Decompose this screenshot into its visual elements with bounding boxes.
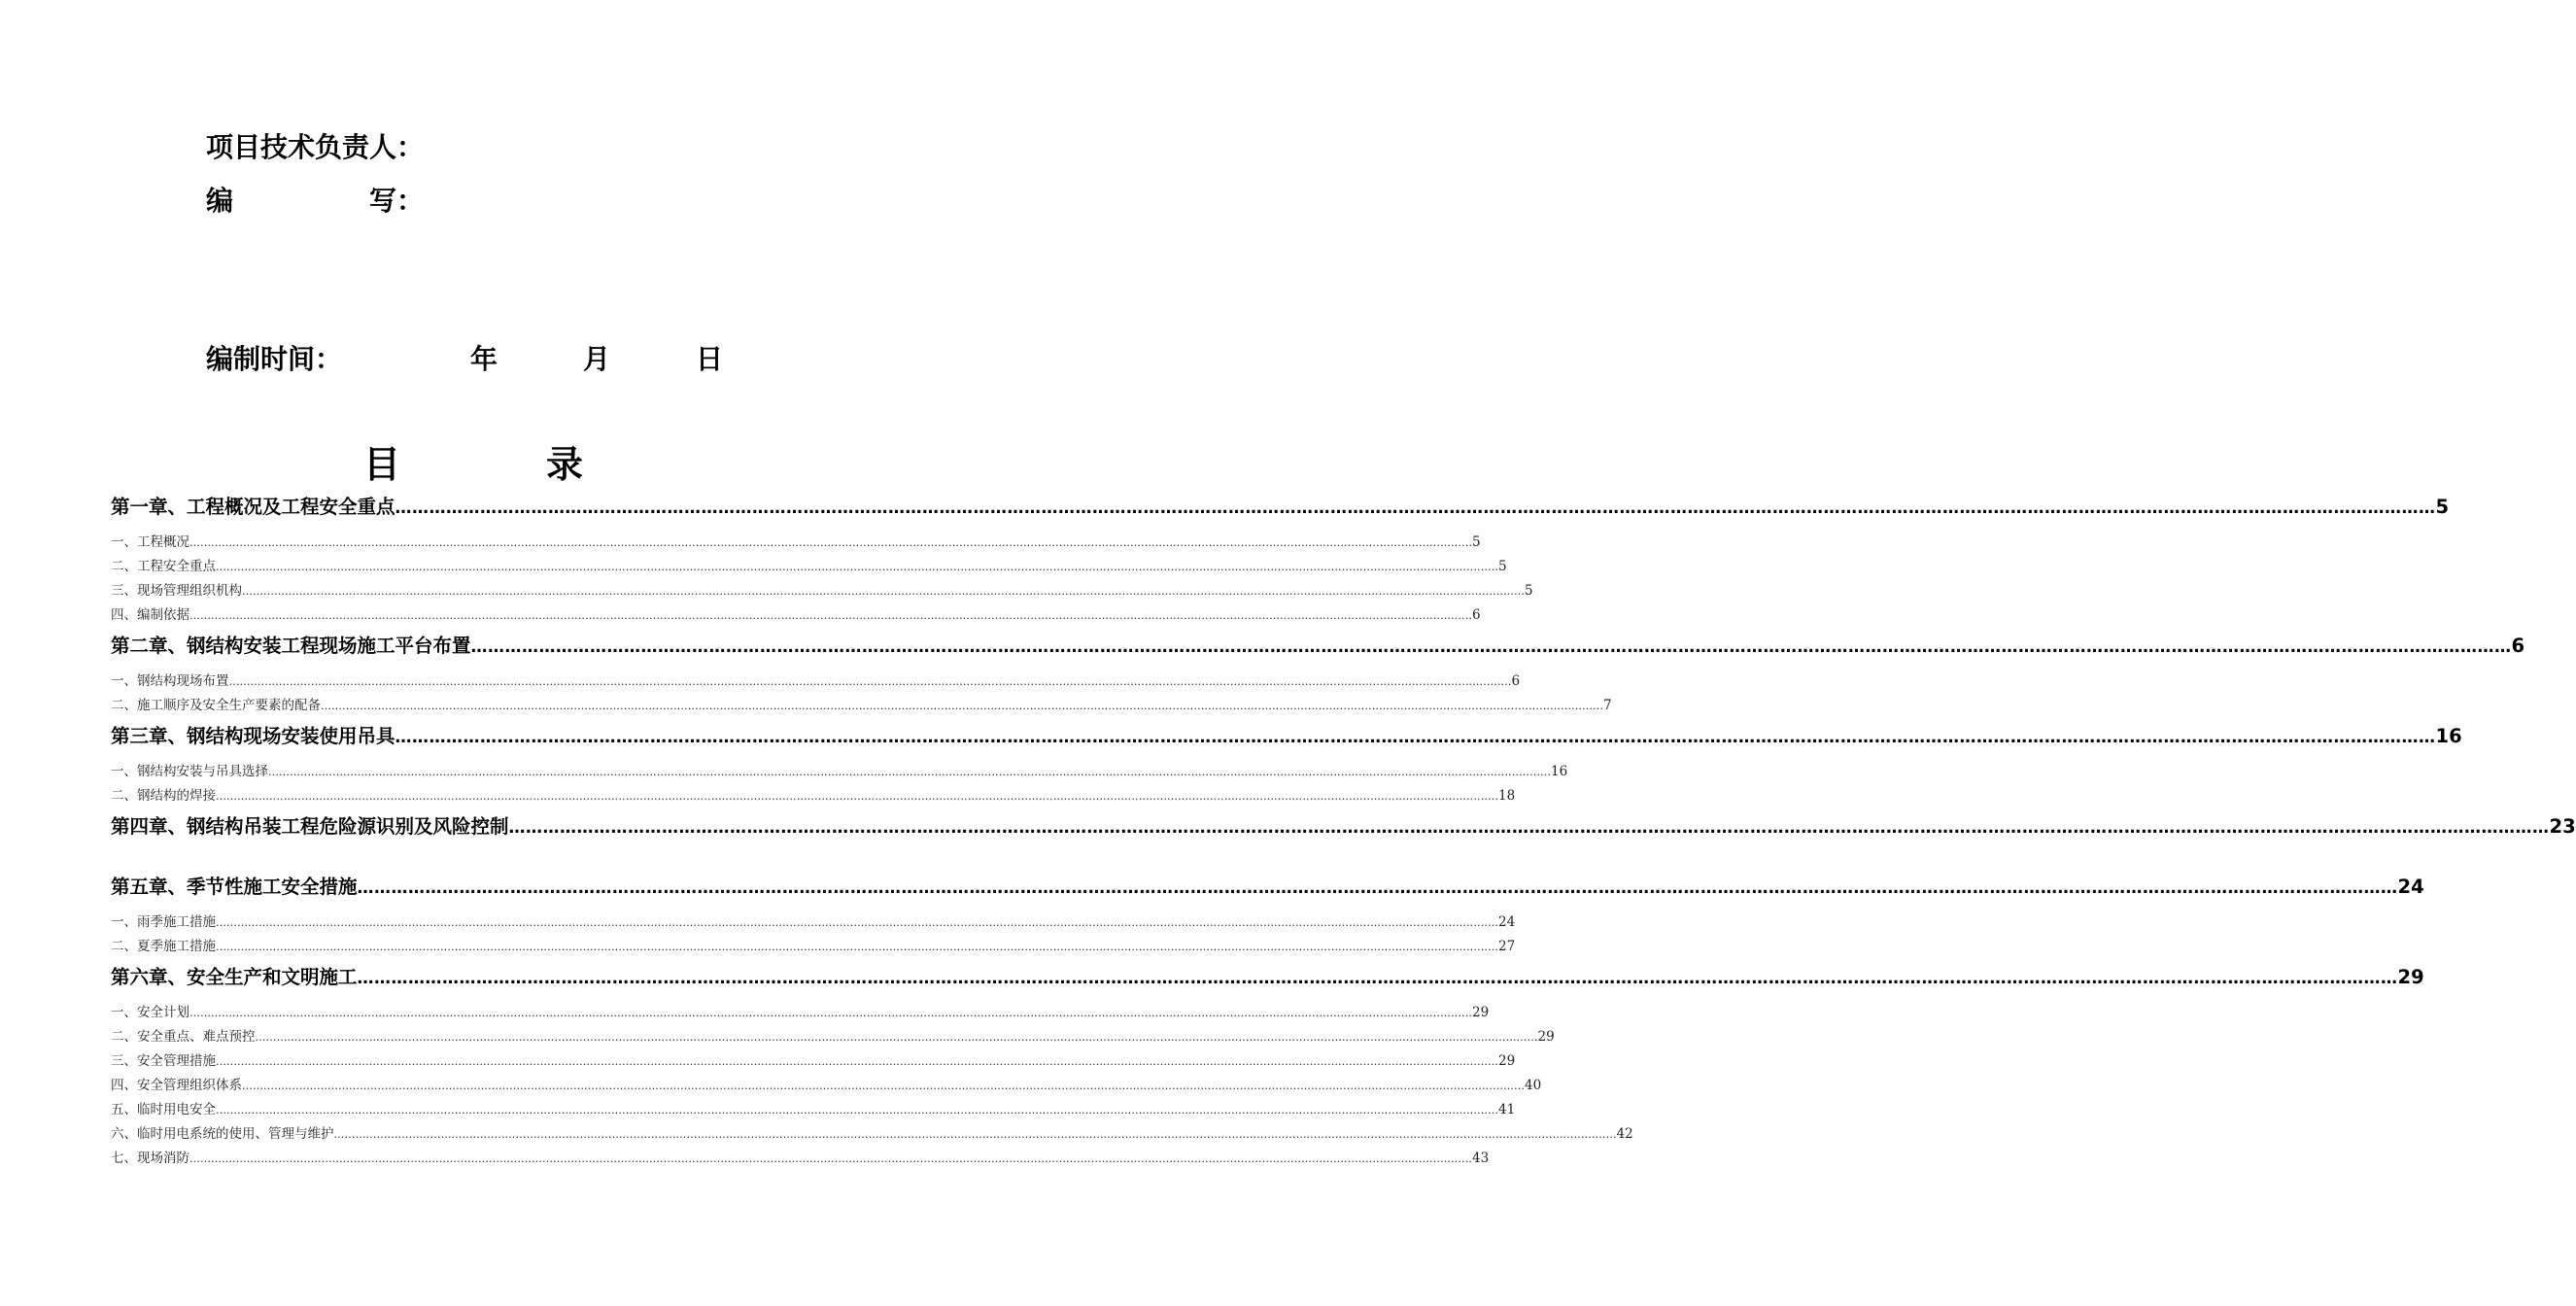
toc-section-title: 七、现场消防: [111, 1151, 189, 1166]
toc-section-title: 三、现场管理组织机构: [111, 583, 242, 599]
toc-chapter-row: [111, 633, 2525, 661]
toc-section-row: [111, 557, 1507, 577]
toc-section-title: 二、施工顺序及安全生产要素的配备: [111, 698, 321, 713]
toc-page-number: 18: [1498, 788, 1516, 804]
toc-section-title: 二、工程安全重点: [111, 559, 216, 574]
toc-page-number: 6: [2511, 635, 2525, 657]
toc-page-number: 24: [2397, 876, 2424, 898]
year-label: 年: [470, 343, 498, 375]
toc-section-row: [111, 1076, 1542, 1096]
toc-chapter-title: 第二章、钢结构安装工程现场施工平台布置: [111, 635, 471, 657]
toc-page-number: 43: [1472, 1151, 1490, 1166]
toc-heading: [0, 437, 923, 492]
toc-page-number: 27: [1498, 939, 1516, 954]
toc-chapter-row: [111, 813, 2576, 842]
toc-section-row: [111, 605, 1481, 626]
toc-section-row: [111, 912, 1516, 933]
toc-leader-dots: ………………………………………………………………………………………………………………………………………………………………………………………………………………………………………………………………………………………………………………………………: [357, 969, 2398, 988]
toc-page-number: 7: [1603, 698, 1612, 713]
toc-page-number: 42: [1616, 1126, 1633, 1142]
toc-section-row: [111, 762, 1568, 782]
date-label: 编制时间：: [206, 343, 343, 375]
month-label: 月: [583, 343, 611, 375]
tech-lead-label: 项目技术负责人：: [206, 131, 425, 163]
toc-leader-dots: ………………………………………………………………………………………………………………………………………………………………………………………………………………………………………………………………………………………………………………………………: [189, 1007, 1472, 1019]
toc-section-title: 一、安全计划: [111, 1005, 189, 1020]
toc-section-title: 一、雨季施工措施: [111, 914, 216, 930]
toc-section-row: [111, 1027, 1555, 1048]
toc-section-row: [111, 671, 1521, 692]
toc-chapter-title: 第六章、安全生产和文明施工: [111, 966, 358, 988]
toc-section-row: [111, 1149, 1490, 1169]
toc-page-number: 29: [1498, 1053, 1516, 1069]
toc-page-number: 16: [2435, 725, 2462, 747]
toc-section-row: [111, 581, 1533, 601]
toc-page-number: 24: [1498, 914, 1516, 930]
toc-leader-dots: ………………………………………………………………………………………………………………………………………………………………………………………………………………………………………………………………………………………………………………………………: [357, 878, 2398, 898]
toc-leader-dots: ………………………………………………………………………………………………………………………………………………………………………………………………………………………………………………………………………………………………………………………………: [216, 916, 1498, 929]
toc-section-row: [111, 786, 1516, 807]
toc-section-title: 三、安全管理措施: [111, 1053, 216, 1069]
toc-chapter-title: 第一章、工程概况及工程安全重点: [111, 496, 395, 518]
toc-chapter-row: [111, 494, 2450, 522]
toc-page-number: 29: [1537, 1029, 1555, 1045]
toc-page-number: 6: [1511, 673, 1521, 689]
toc-leader-dots: ………………………………………………………………………………………………………………………………………………………………………………………………………………………………………………………………………………………………………………………………: [216, 941, 1498, 953]
toc-leader-dots: ………………………………………………………………………………………………………………………………………………………………………………………………………………………………………………………………………………………………………………………………: [216, 790, 1498, 803]
toc-page-number: 6: [1472, 607, 1481, 623]
toc-section-row: [111, 1051, 1516, 1072]
toc-leader-dots: ………………………………………………………………………………………………………………………………………………………………………………………………………………………………………………………………………………………………………………………………: [216, 1104, 1498, 1117]
toc-leader-dots: ………………………………………………………………………………………………………………………………………………………………………………………………………………………………………………………………………………………………………………………………: [216, 1055, 1498, 1068]
toc-section-row: [111, 1003, 1490, 1023]
toc-leader-dots: ………………………………………………………………………………………………………………………………………………………………………………………………………………………………………………………………………………………………………………………………: [470, 637, 2512, 657]
writer-label-second-char: 写：: [369, 185, 425, 217]
toc-page-number: 40: [1525, 1078, 1542, 1093]
toc-section-title: 一、钢结构现场布置: [111, 673, 229, 689]
toc-leader-dots: ………………………………………………………………………………………………………………………………………………………………………………………………………………………………………………………………………………………………………………………………: [242, 1080, 1525, 1092]
toc-section-title: 一、钢结构安装与吊具选择: [111, 764, 268, 779]
toc-section-row: [111, 696, 1612, 716]
toc-page-number: 5: [1498, 559, 1507, 574]
toc-section-title: 四、编制依据: [111, 607, 189, 623]
toc-leader-dots: ………………………………………………………………………………………………………………………………………………………………………………………………………………………………………………………………………………………………………………………………: [508, 818, 2550, 838]
toc-page-number: 5: [2435, 496, 2450, 518]
toc-heading-char-1: 目: [363, 442, 401, 486]
toc-leader-dots: ………………………………………………………………………………………………………………………………………………………………………………………………………………………………………………………………………………………………………………………………: [228, 675, 1512, 688]
toc-page-number: 23: [2549, 815, 2576, 838]
toc-section-row: [111, 533, 1481, 553]
toc-page-number: 16: [1551, 764, 1568, 779]
toc-leader-dots: ………………………………………………………………………………………………………………………………………………………………………………………………………………………………………………………………………………………………………………………………: [395, 498, 2436, 518]
toc-chapter-title: 第三章、钢结构现场安装使用吊具: [111, 725, 395, 747]
toc-leader-dots: ………………………………………………………………………………………………………………………………………………………………………………………………………………………………………………………………………………………………………………………………: [395, 728, 2436, 747]
toc-section-title: 六、临时用电系统的使用、管理与维护: [111, 1126, 334, 1142]
day-label: 日: [696, 343, 724, 375]
toc-section-title: 二、钢结构的焊接: [111, 788, 216, 804]
toc-section-title: 四、安全管理组织体系: [111, 1078, 242, 1093]
toc-page-number: 5: [1472, 534, 1481, 550]
toc-leader-dots: ………………………………………………………………………………………………………………………………………………………………………………………………………………………………………………………………………………………………………………………………: [189, 609, 1472, 622]
toc-leader-dots: ………………………………………………………………………………………………………………………………………………………………………………………………………………………………………………………………………………………………………………………………: [268, 766, 1551, 778]
toc-section-row: [111, 937, 1516, 957]
toc-section-row: [111, 1124, 1633, 1145]
toc-page-number: 41: [1498, 1102, 1516, 1117]
toc-section-title: 五、临时用电安全: [111, 1102, 216, 1117]
writer-label-first-char: 编: [206, 185, 234, 217]
toc-section-title: 二、夏季施工措施: [111, 939, 216, 954]
toc-leader-dots: ………………………………………………………………………………………………………………………………………………………………………………………………………………………………………………………………………………………………………………………………: [333, 1128, 1617, 1141]
toc-section-title: 二、安全重点、难点预控: [111, 1029, 256, 1045]
toc-page-number: 29: [1472, 1005, 1490, 1020]
toc-page-number: 5: [1525, 583, 1533, 599]
toc-chapter-row: [111, 874, 2424, 902]
toc-leader-dots: ………………………………………………………………………………………………………………………………………………………………………………………………………………………………………………………………………………………………………………………………: [216, 561, 1498, 573]
toc-leader-dots: ………………………………………………………………………………………………………………………………………………………………………………………………………………………………………………………………………………………………………………………………: [255, 1031, 1538, 1044]
toc-chapter-title: 第五章、季节性施工安全措施: [111, 876, 358, 898]
toc-page-number: 29: [2397, 966, 2424, 988]
toc-chapter-title: 第四章、钢结构吊装工程危险源识别及风险控制: [111, 815, 509, 838]
toc-leader-dots: ………………………………………………………………………………………………………………………………………………………………………………………………………………………………………………………………………………………………………………………………: [189, 1152, 1472, 1165]
toc-section-row: [111, 1100, 1516, 1120]
toc-leader-dots: ………………………………………………………………………………………………………………………………………………………………………………………………………………………………………………………………………………………………………………………………: [189, 536, 1472, 549]
toc-leader-dots: ………………………………………………………………………………………………………………………………………………………………………………………………………………………………………………………………………………………………………………………………: [321, 700, 1603, 712]
toc-chapter-row: [111, 964, 2424, 992]
toc-chapter-row: [111, 723, 2462, 751]
toc-section-title: 一、工程概况: [111, 534, 189, 550]
toc-leader-dots: ………………………………………………………………………………………………………………………………………………………………………………………………………………………………………………………………………………………………………………………………: [242, 585, 1525, 598]
toc-heading-char-2: 录: [546, 442, 584, 486]
